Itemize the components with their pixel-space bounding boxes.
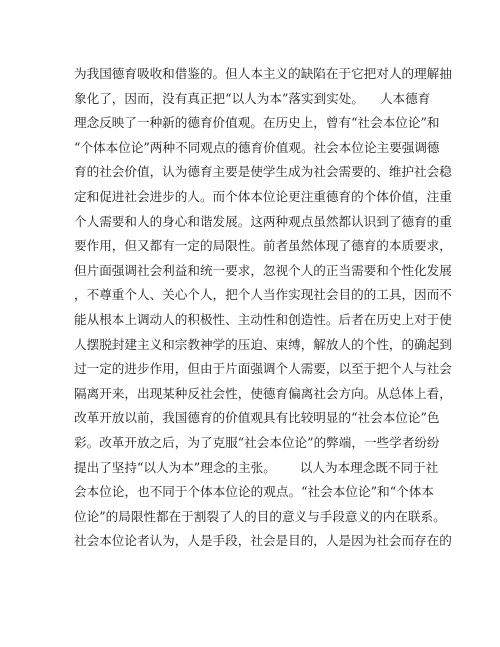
text-line: 要作用，但又都有一定的局限性。前者虽然体现了德育的本质要求， bbox=[74, 238, 452, 254]
text-line: 彩。改革开放之后，为了克服“社会本位论”的弊端，一些学者纷纷 bbox=[74, 434, 440, 450]
text-line: 社会本位论者认为，人是手段，社会是目的，人是因为社会而存在的 bbox=[74, 533, 452, 549]
text-line: 理念反映了一种新的德育价值观。在历史上，曾有“社会本位论”和 bbox=[74, 115, 440, 131]
text-line: 能从根本上调动人的积极性、主动性和创造性。后者在历史上对于使 bbox=[74, 311, 452, 327]
text-line: 为我国德育吸收和借鉴的。但人本主义的缺陷在于它把对人的理解抽 bbox=[74, 66, 452, 81]
text-line: “个体本位论”两种不同观点的德育价值观。社会本位论主要强调德 bbox=[74, 139, 440, 155]
text-line: ，不尊重个人、关心个人，把个人当作实现社会目的的工具，因而不 bbox=[74, 287, 452, 303]
text-line: 但片面强调社会利益和统一要求，忽视个人的正当需要和个性化发展 bbox=[74, 262, 452, 278]
text-line: 改革开放以前，我国德育的价值观具有比较明显的“社会本位论”色 bbox=[74, 410, 440, 426]
body-text bbox=[74, 62, 452, 554]
text-line: 过一定的进步作用，但由于片面强调个人需要，以至于把个人与社会 bbox=[74, 361, 452, 377]
text-line: 会本位论，也不同于个体本位论的观点。“社会本位论”和“个体本 bbox=[74, 484, 434, 500]
text-line: 隔离开来，出现某种反社会性，使德育偏离社会方向。从总体上看， bbox=[74, 385, 452, 401]
text-line: 定和促进社会进步的人。而个体本位论更注重德育的个体价值，注重 bbox=[74, 188, 452, 204]
text-line: 人摆脱封建主义和宗教神学的压迫、束缚，解放人的个性，的确起到 bbox=[74, 336, 452, 352]
text-line: 个人需要和人的身心和谐发展。这两种观点虽然都认识到了德育的重 bbox=[74, 213, 452, 229]
text-line: 提出了坚持“以人为本”理念的主张。 以人为本理念既不同于社 bbox=[74, 459, 439, 475]
text-line: 象化了，因而，没有真正把“以人为本”落实到实处。 人本德育 bbox=[74, 90, 431, 106]
text-line: 位论”的局限性都在于割裂了人的目的意义与手段意义的内在联系。 bbox=[74, 508, 446, 524]
text-line: 育的社会价值，认为德育主要是使学生成为社会需要的、维护社会稳 bbox=[74, 164, 452, 180]
